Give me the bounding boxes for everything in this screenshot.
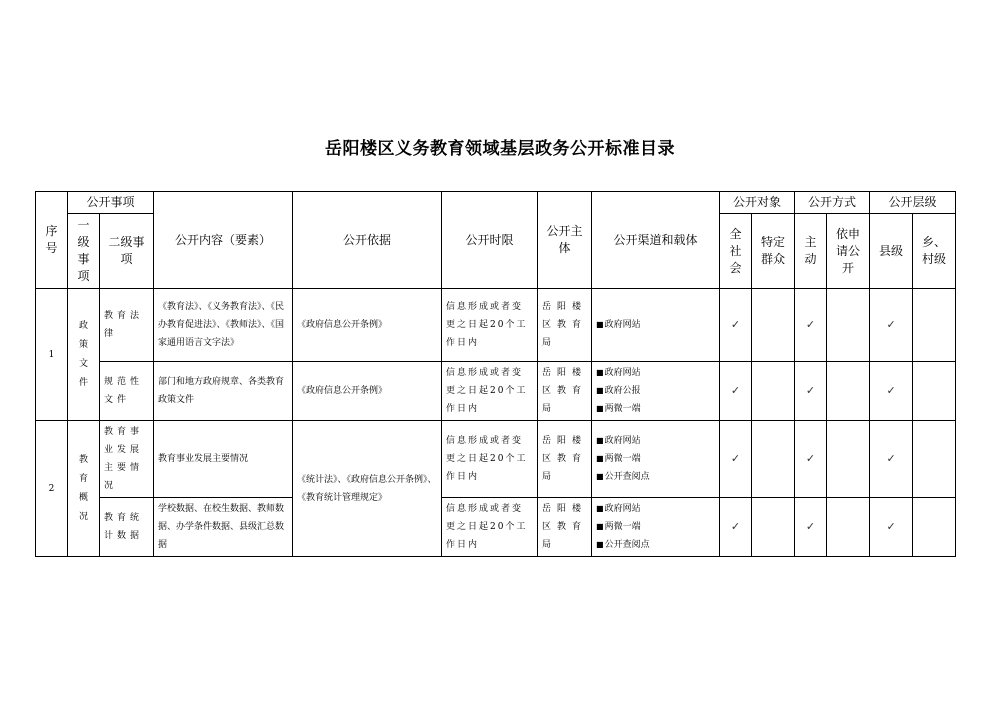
row-channels (592, 289, 720, 362)
group-level1: 教育概况 (68, 421, 100, 557)
channel-item: ■政府网站 (596, 368, 641, 378)
row-basis: 《统计法》、《政府信息公开条例》、《教育统计管理规定》 (293, 421, 442, 557)
header-method-active: 主动 (795, 214, 827, 289)
header-content: 公开内容（要素） (154, 192, 293, 289)
row-time: 信息形成或者变更之日起20个工作日内 (442, 362, 538, 421)
row-basis: 《政府信息公开条例》 (293, 362, 442, 421)
row-level2: 教育统计数据 (100, 498, 154, 557)
check-method-active: ✓ (795, 421, 827, 498)
empty-target-specific (752, 421, 795, 498)
row-channels (592, 362, 720, 421)
empty-target-specific (752, 498, 795, 557)
header-layer-town: 乡、村级 (913, 214, 956, 289)
channel-item: ■两微一端 (596, 404, 641, 414)
check-target-all: ✓ (720, 421, 752, 498)
row-content: 教育事业发展主要情况 (154, 421, 293, 498)
channel-item: ■政府网站 (596, 504, 641, 514)
check-layer-county: ✓ (870, 498, 913, 557)
row-content: 部门和地方政府规章、各类教育政策文件 (154, 362, 293, 421)
row-time: 信息形成或者变更之日起20个工作日内 (442, 498, 538, 557)
header-time: 公开时限 (442, 192, 538, 289)
header-target-specific: 特定群众 (752, 214, 795, 289)
empty-method-apply (827, 289, 870, 362)
empty-target-specific (752, 362, 795, 421)
row-subject: 岳阳楼区教育局 (538, 289, 592, 362)
page-title: 岳阳楼区义务教育领域基层政务公开标准目录 (325, 139, 675, 159)
header-basis: 公开依据 (293, 192, 442, 289)
empty-layer-town (913, 362, 956, 421)
header-target-all: 全社会 (720, 214, 752, 289)
group-seq: 2 (36, 421, 68, 557)
header-items: 公开事项 (68, 192, 154, 214)
channel-item: ■两微一端 (596, 454, 641, 464)
channel-item: ■公开查阅点 (596, 540, 650, 550)
header-method-apply: 依申请公开 (827, 214, 870, 289)
header-subject: 公开主体 (538, 192, 592, 289)
row-subject: 岳阳楼区教育局 (538, 421, 592, 498)
check-layer-county: ✓ (870, 362, 913, 421)
header-seq: 序号 (36, 192, 68, 289)
row-channels (592, 498, 720, 557)
header-layer: 公开层级 (870, 192, 956, 214)
row-channels (592, 421, 720, 498)
row-content: 《教育法》、《义务教育法》、《民办教育促进法》、《教师法》、《国家通用语言文字法》 (154, 289, 293, 362)
check-layer-county: ✓ (870, 289, 913, 362)
row-subject: 岳阳楼区教育局 (538, 362, 592, 421)
empty-method-apply (827, 362, 870, 421)
header-layer-county: 县级 (870, 214, 913, 289)
check-target-all: ✓ (720, 289, 752, 362)
row-basis: 《政府信息公开条例》 (293, 289, 442, 362)
check-method-active: ✓ (795, 362, 827, 421)
channel-item: ■两微一端 (596, 522, 641, 532)
header-channel: 公开渠道和载体 (592, 192, 720, 289)
row-content: 学校数据、在校生数据、教师数据、办学条件数据、县级汇总数据 (154, 498, 293, 557)
catalog-table (35, 191, 956, 557)
empty-layer-town (913, 289, 956, 362)
check-target-all: ✓ (720, 362, 752, 421)
row-level2: 教育事业发展主要情况 (100, 421, 154, 498)
channel-item: ■政府网站 (596, 320, 641, 330)
check-layer-county: ✓ (870, 421, 913, 498)
group-level1: 政策文件 (68, 289, 100, 421)
row-subject: 岳阳楼区教育局 (538, 498, 592, 557)
empty-target-specific (752, 289, 795, 362)
header-level2: 二级事项 (100, 214, 154, 289)
empty-layer-town (913, 498, 956, 557)
empty-layer-town (913, 421, 956, 498)
header-level1: 一级事项 (68, 214, 100, 289)
check-target-all: ✓ (720, 498, 752, 557)
channel-item: ■公开查阅点 (596, 472, 650, 482)
check-method-active: ✓ (795, 289, 827, 362)
channel-item: ■政府网站 (596, 436, 641, 446)
row-level2: 教育法律 (100, 289, 154, 362)
channel-item: ■政府公报 (596, 386, 641, 396)
group-seq: 1 (36, 289, 68, 421)
check-method-active: ✓ (795, 498, 827, 557)
empty-method-apply (827, 498, 870, 557)
row-level2: 规范性文件 (100, 362, 154, 421)
row-time: 信息形成或者变更之日起20个工作日内 (442, 289, 538, 362)
empty-method-apply (827, 421, 870, 498)
header-method: 公开方式 (795, 192, 870, 214)
header-target: 公开对象 (720, 192, 795, 214)
row-time: 信息形成或者变更之日起20个工作日内 (442, 421, 538, 498)
